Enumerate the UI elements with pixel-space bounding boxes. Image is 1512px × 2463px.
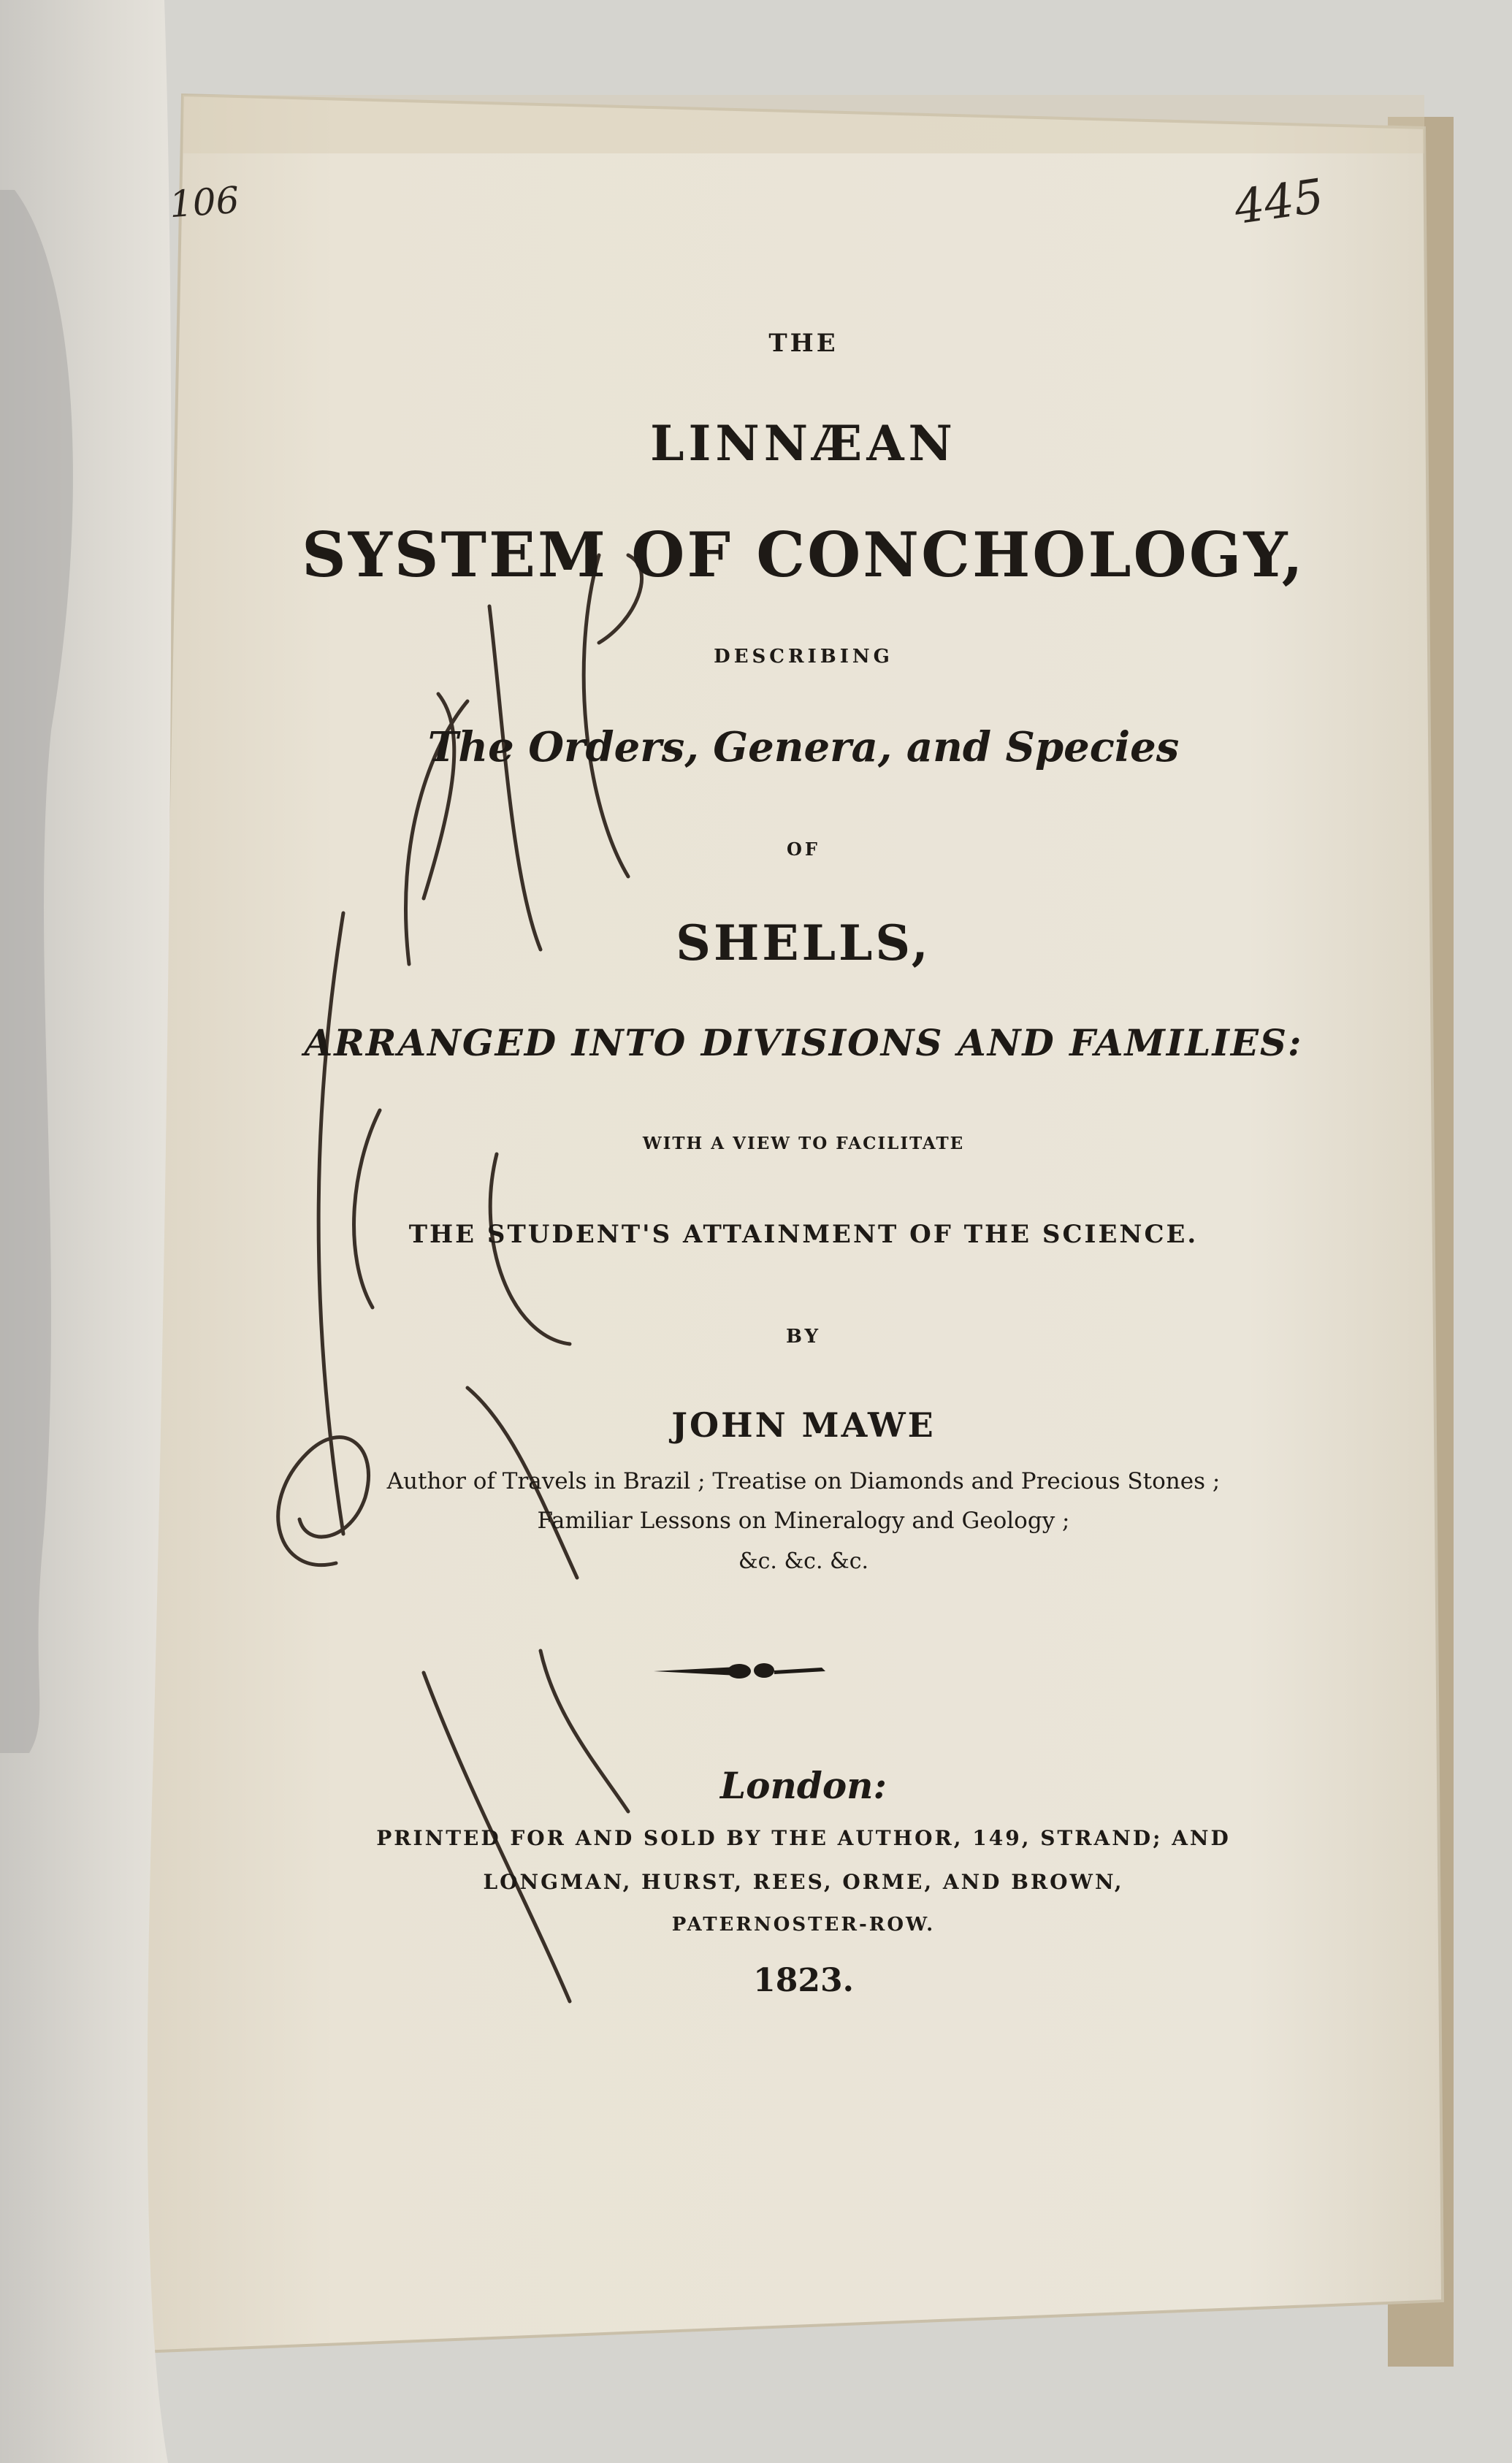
title-student: THE STUDENT'S ATTAINMENT OF THE SCIENCE. bbox=[408, 1220, 1199, 1249]
title-orders: The Orders, Genera, and Species bbox=[427, 723, 1180, 771]
title-with-view: WITH A VIEW TO FACILITATE bbox=[642, 1134, 965, 1153]
title-the: THE bbox=[768, 329, 839, 358]
title-linnaean: LINNÆAN bbox=[650, 415, 957, 472]
title-system: SYSTEM OF CONCHOLOGY, bbox=[302, 519, 1305, 591]
author-credits-1: Author of Travels in Brazil ; Treatise on Diamonds and Precious Stones ; bbox=[386, 1468, 1221, 1494]
title-by: BY bbox=[785, 1326, 822, 1348]
imprint-printer-1: PRINTED FOR AND SOLD BY THE AUTHOR, 149, STRAND; AND bbox=[376, 1826, 1231, 1850]
title-arranged: ARRANGED INTO DIVISIONS AND FAMILIES: bbox=[304, 1021, 1303, 1064]
author-credits-3: &c. &c. &c. bbox=[738, 1549, 869, 1574]
author-name: JOHN MAWE bbox=[671, 1405, 936, 1445]
title-describing: DESCRIBING bbox=[714, 646, 893, 668]
shelfmark-right: 445 bbox=[1231, 169, 1327, 236]
imprint-printer-2: LONGMAN, HURST, REES, ORME, AND BROWN, bbox=[483, 1870, 1124, 1894]
author-credits-2: Familiar Lessons on Mineralogy and Geology ; bbox=[537, 1508, 1070, 1534]
title-of: OF bbox=[787, 839, 820, 860]
shelfmark-left: 106 bbox=[168, 178, 241, 226]
imprint-year: 1823. bbox=[753, 1962, 854, 1999]
title-shells: SHELLS, bbox=[676, 914, 931, 971]
page-top-toning bbox=[183, 95, 1424, 153]
imprint-city: London: bbox=[720, 1764, 887, 1807]
imprint-printer-3: PATERNOSTER-ROW. bbox=[671, 1914, 936, 1936]
